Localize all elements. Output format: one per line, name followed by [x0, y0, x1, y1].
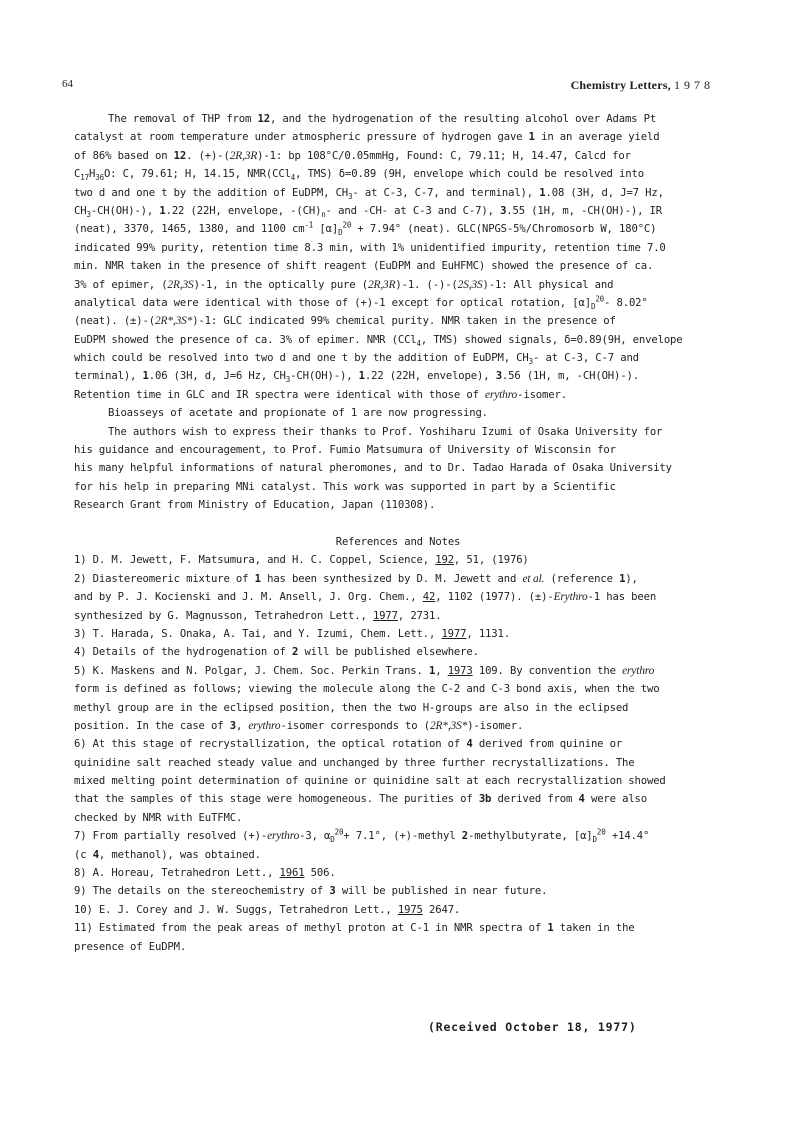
reference-line: (c 4, methanol), was obtained.: [74, 848, 261, 861]
text-line: EuDPM showed the presence of ca. 3% of epimer. NMR (CCl$_4$, TMS) showed signals, δ=0.89(9H, envelope: [74, 333, 683, 348]
text-line: analytical data were identical with those of (+)-1 except for optical rotation, $[\alpha]_D^{20}-$ 8.02°: [74, 294, 648, 312]
page-number: 64: [62, 78, 73, 90]
journal-name: Chemistry Letters,: [570, 78, 671, 92]
references-title: References and Notes: [335, 535, 461, 548]
text-line: The removal of THP from 12, and the hydrogenation of the resulting alcohol over Adams Pt: [108, 113, 657, 125]
reference-line: quinidine salt reached steady value and unchanged by three further recrystallizations. The: [74, 756, 635, 769]
text-line: two d and one t by the addition of EuDPM, $CH_3-$ at C-3, C-7, and terminal), 1.08 (3H, d, J=7 Hz,: [74, 186, 664, 201]
reference-item: 8) A. Horeau, Tetrahedron Lett., 1961 506.: [74, 867, 336, 880]
reference-line: mixed melting point determination of quinine or quinidine salt at each recrystallization showed: [74, 775, 666, 788]
reference-item: 9) The details on the stereochemistry of 3 will be published in near future.: [74, 885, 548, 898]
text-line: min. NMR taken in the presence of shift reagent (EuDPM and EuHFMC) showed the presence of ca.: [74, 260, 654, 273]
text-line: 3% of epimer, (2R,3S)-1, in the optically pure (2R,3R)-1. (-)-(2S,3S)-1: All physical and: [74, 278, 614, 291]
text-line: terminal), 1.06 (3H, d, J=6 Hz, $CH_3-CH(OH)-$), 1.22 (22H, envelope), 3.56 (1H, m, -CH(OH)-).: [74, 370, 639, 385]
experimental-paragraph: [74, 110, 722, 404]
text-line: catalyst at room temperature under atmospheric pressure of hydrogen gave 1 in an average yield: [74, 131, 660, 144]
journal-title: [571, 78, 714, 93]
reference-item: 5) K. Maskens and N. Polgar, J. Chem. Soc. Perkin Trans. 1, 1973 109. By convention the erythro: [74, 664, 655, 677]
text-line: Research Grant from Ministry of Education, Japan (110308).: [74, 499, 436, 512]
acknowledgement-paragraph: [74, 423, 722, 515]
journal-year: 1978: [674, 78, 714, 92]
text-line: his guidance and encouragement, to Prof. Fumio Matsumura of University of Wisconsin for: [74, 444, 616, 457]
text-line: Retention time in GLC and IR spectra were identical with those of erythro-isomer.: [74, 388, 567, 401]
reference-line: methyl group are in the eclipsed position, then the two H-groups are also in the eclipsed: [74, 701, 629, 714]
text-line: which could be resolved into two d and one t by the addition of EuDPM, $CH_3-$ at C-3, C-7 and: [74, 352, 639, 367]
reference-line: position. In the case of 3, erythro-isomer corresponds to (2R*,3S*)-isomer.: [74, 719, 524, 732]
reference-item: 7) From partially resolved (+)-erythro-3, $\alpha_D^{20}+ 7.1^\circ$, (+)-methyl 2-methylbutyrate, $[\alpha]_D^{20} +14.4^\circ$: [74, 827, 650, 845]
received-date: (Received October 18, 1977): [428, 1020, 637, 1034]
text-line: his many helpful informations of natural pheromones, and to Dr. Tadao Harada of Osaka University: [74, 462, 672, 475]
reference-item: 6) At this stage of recrystallization, the optical rotation of 4 derived from quinine or: [74, 738, 623, 751]
text-line: (neat), 3370, 1465, 1380, and 1100 $cm^{-1}$ $[\alpha]_D^{20} + 7.94^\circ$ (neat). GLC(NPGS-5%/Chromosorb W, 180°C): [74, 220, 657, 238]
reference-line: synthesized by G. Magnusson, Tetrahedron Lett., 1977, 2731.: [74, 609, 442, 622]
text-line: $C_{17}H_{36}O$: C, 79.61; H, 14.15, NMR(CCl$_4$, TMS) δ=0.89 (9H, envelope which could be resolved into: [74, 168, 644, 183]
reference-line: checked by NMR with EuTFMC.: [74, 811, 243, 824]
reference-line: and by P. J. Kocienski and J. M. Ansell, J. Org. Chem., 42, 1102 (1977). (±)-Erythro-1 has been: [74, 591, 657, 604]
reference-item: 1) D. M. Jewett, F. Matsumura, and H. C. Coppel, Science, 192, 51, (1976): [74, 554, 529, 567]
text-line: $CH_3-CH(OH)-$), 1.22 (22H, envelope, $-(CH)_n-$ and -CH- at C-3 and C-7), 3.55 (1H, m, -CH(OH)-), IR: [74, 204, 662, 220]
section-gap: [74, 515, 722, 533]
reference-line: that the samples of this stage were homogeneous. The purities of 3b derived from 4 were also: [74, 793, 648, 806]
bioassay-paragraph: Bioasseys of acetate and propionate of 1 are now progressing.: [108, 407, 488, 420]
reference-item: 2) Diastereomeric mixture of 1 has been synthesized by D. M. Jewett and et al. (reference 1),: [74, 572, 638, 585]
reference-item: 10) E. J. Corey and J. W. Suggs, Tetrahedron Lett., 1975 2647.: [74, 903, 461, 916]
text-line: (neat). (±)-(2R*,3S*)-1: GLC indicated 99% chemical purity. NMR taken in the presence of: [74, 315, 616, 328]
page-header: [62, 78, 714, 94]
text-line: indicated 99% purity, retention time 8.3 min, with 1% unidentified impurity, retention time 7.0: [74, 241, 666, 254]
references-list: [74, 551, 722, 956]
reference-line: presence of EuDPM.: [74, 940, 187, 953]
reference-item: 11) Estimated from the peak areas of methyl proton at C-1 in NMR spectra of 1 taken in the: [74, 922, 635, 935]
text-line: The authors wish to express their thanks to Prof. Yoshiharu Izumi of Osaka University for: [108, 425, 663, 438]
reference-item: 3) T. Harada, S. Onaka, A. Tai, and Y. Izumi, Chem. Lett., 1977, 1131.: [74, 627, 510, 640]
reference-item: 4) Details of the hydrogenation of 2 will be published elsewhere.: [74, 646, 479, 659]
article-body: [74, 110, 722, 956]
reference-line: form is defined as follows; viewing the molecule along the C-2 and C-3 bond axis, when the two: [74, 683, 660, 696]
text-line: of 86% based on 12. (+)-(2R,3R)-1: bp 108°C/0.05mmHg, Found: C, 79.11; H, 14.47, Calcd for: [74, 149, 631, 162]
text-line: for his help in preparing MNi catalyst. This work was supported in part by a Scientific: [74, 480, 616, 493]
